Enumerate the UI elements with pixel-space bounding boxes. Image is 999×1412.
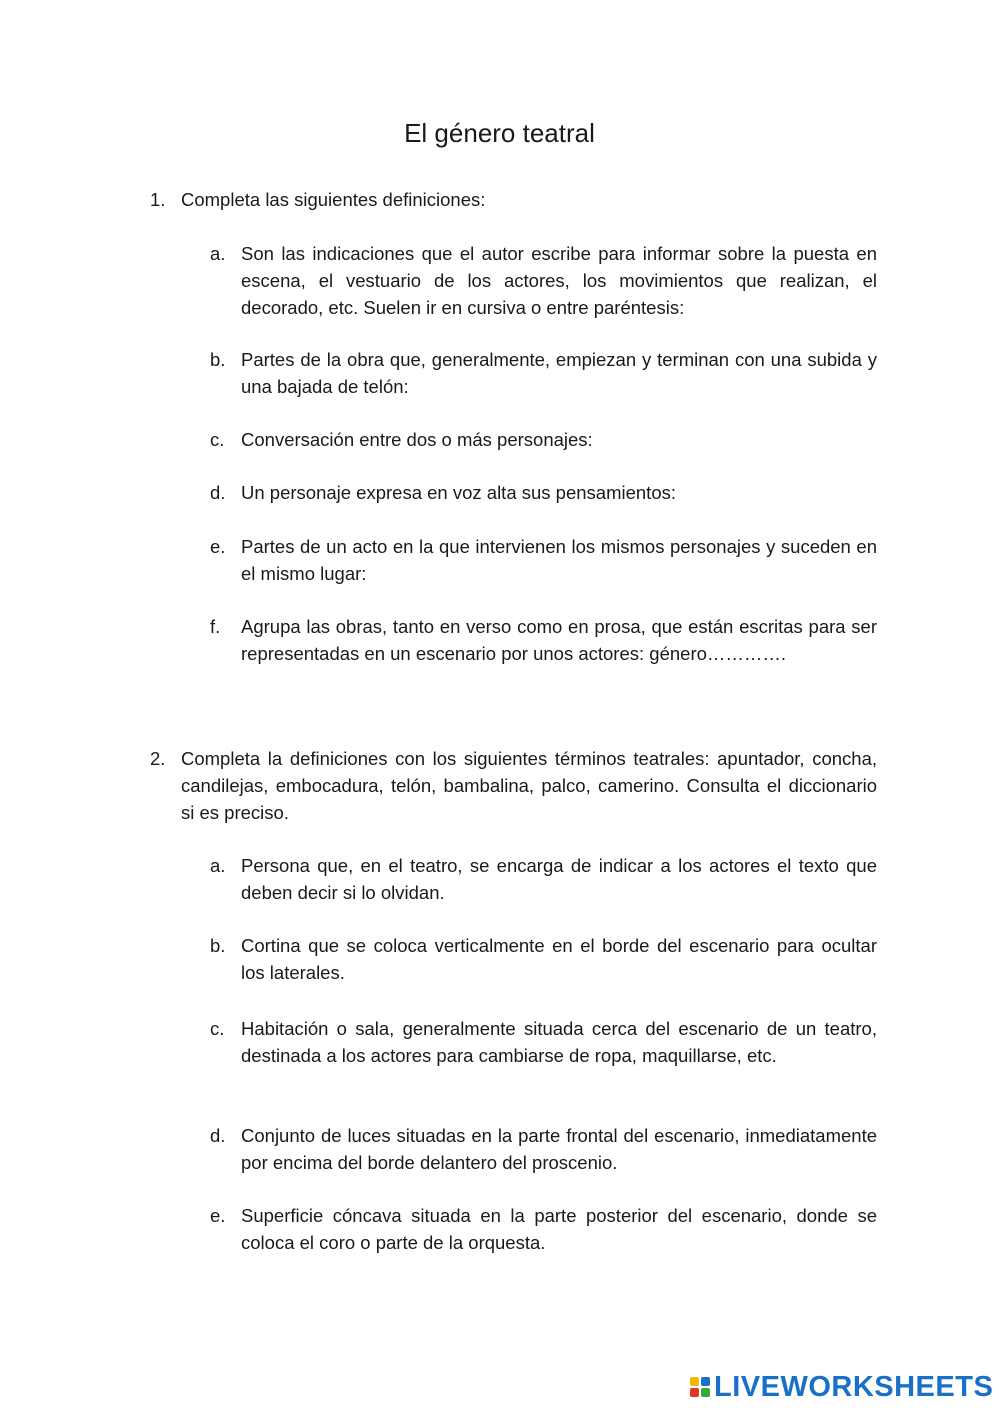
liveworksheets-logo-icon — [690, 1377, 710, 1397]
item-text: Partes de la obra que, generalmente, empiezan y terminan con una subida y una bajada de telón: — [241, 349, 877, 397]
logo-mark-cell — [701, 1388, 710, 1397]
question-2 — [150, 745, 877, 826]
item-letter: c. — [210, 1018, 225, 1039]
list-item — [210, 1015, 877, 1069]
item-text: Agrupa las obras, tanto en verso como en prosa, que están escritas para ser representadas en un escenario por unos actores: género…………. — [241, 616, 877, 664]
item-text: Habitación o sala, generalmente situada cerca del escenario de un teatro, destinada a los actores para cambiarse de ropa, maquillarse, etc. — [241, 1018, 877, 1066]
item-text: Conjunto de luces situadas en la parte frontal del escenario, inmediatamente por encima del borde delantero del proscenio. — [241, 1125, 877, 1173]
item-letter: b. — [210, 349, 226, 370]
question-number: 1. — [150, 189, 166, 210]
item-text: Partes de un acto en la que intervienen los mismos personajes y suceden en el mismo lugar: — [241, 536, 877, 584]
list-item — [210, 240, 877, 321]
item-letter: f. — [210, 616, 221, 637]
item-letter: e. — [210, 1205, 226, 1226]
logo-text: LIVEWORKSHEETS — [714, 1370, 994, 1403]
list-item — [210, 1122, 877, 1176]
item-text: Conversación entre dos o más personajes: — [241, 429, 593, 450]
item-text: Persona que, en el teatro, se encarga de indicar a los actores el texto que deben decir si lo olvidan. — [241, 855, 877, 903]
item-letter: c. — [210, 429, 225, 450]
list-item — [210, 932, 877, 986]
item-letter: e. — [210, 536, 226, 557]
question-text: Completa la definiciones con los siguientes términos teatrales: apuntador, concha, candilejas, embocadura, telón, bambalina, palco, camerino. Consulta el diccionario si es preciso. — [181, 748, 877, 823]
list-item — [210, 346, 877, 400]
liveworksheets-logo[interactable] — [690, 1372, 993, 1402]
item-letter: d. — [210, 482, 226, 503]
question-number: 2. — [150, 748, 166, 769]
list-item — [210, 479, 877, 506]
item-text: Superficie cóncava situada en la parte posterior del escenario, donde se coloca el coro o parte de la orquesta. — [241, 1205, 877, 1253]
list-item — [210, 533, 877, 587]
question-1 — [150, 186, 877, 213]
list-item — [210, 613, 877, 667]
item-letter: a. — [210, 855, 226, 876]
item-text: Un personaje expresa en voz alta sus pensamientos: — [241, 482, 677, 503]
list-item — [210, 426, 877, 453]
item-letter: b. — [210, 935, 226, 956]
question-text: Completa las siguientes definiciones: — [181, 189, 486, 210]
list-item — [210, 1202, 877, 1256]
logo-mark-cell — [690, 1377, 699, 1386]
item-text: Cortina que se coloca verticalmente en el borde del escenario para ocultar los laterales. — [241, 935, 877, 983]
item-letter: d. — [210, 1125, 226, 1146]
logo-mark-cell — [690, 1388, 699, 1397]
item-text: Son las indicaciones que el autor escribe para informar sobre la puesta en escena, el vestuario de los actores, los movimientos que realizan, el decorado, etc. Suelen ir en cursiva o entre paréntesis: — [241, 243, 877, 318]
page-title: El género teatral — [404, 118, 595, 148]
logo-mark-cell — [701, 1377, 710, 1386]
list-item — [210, 852, 877, 906]
item-letter: a. — [210, 243, 226, 264]
